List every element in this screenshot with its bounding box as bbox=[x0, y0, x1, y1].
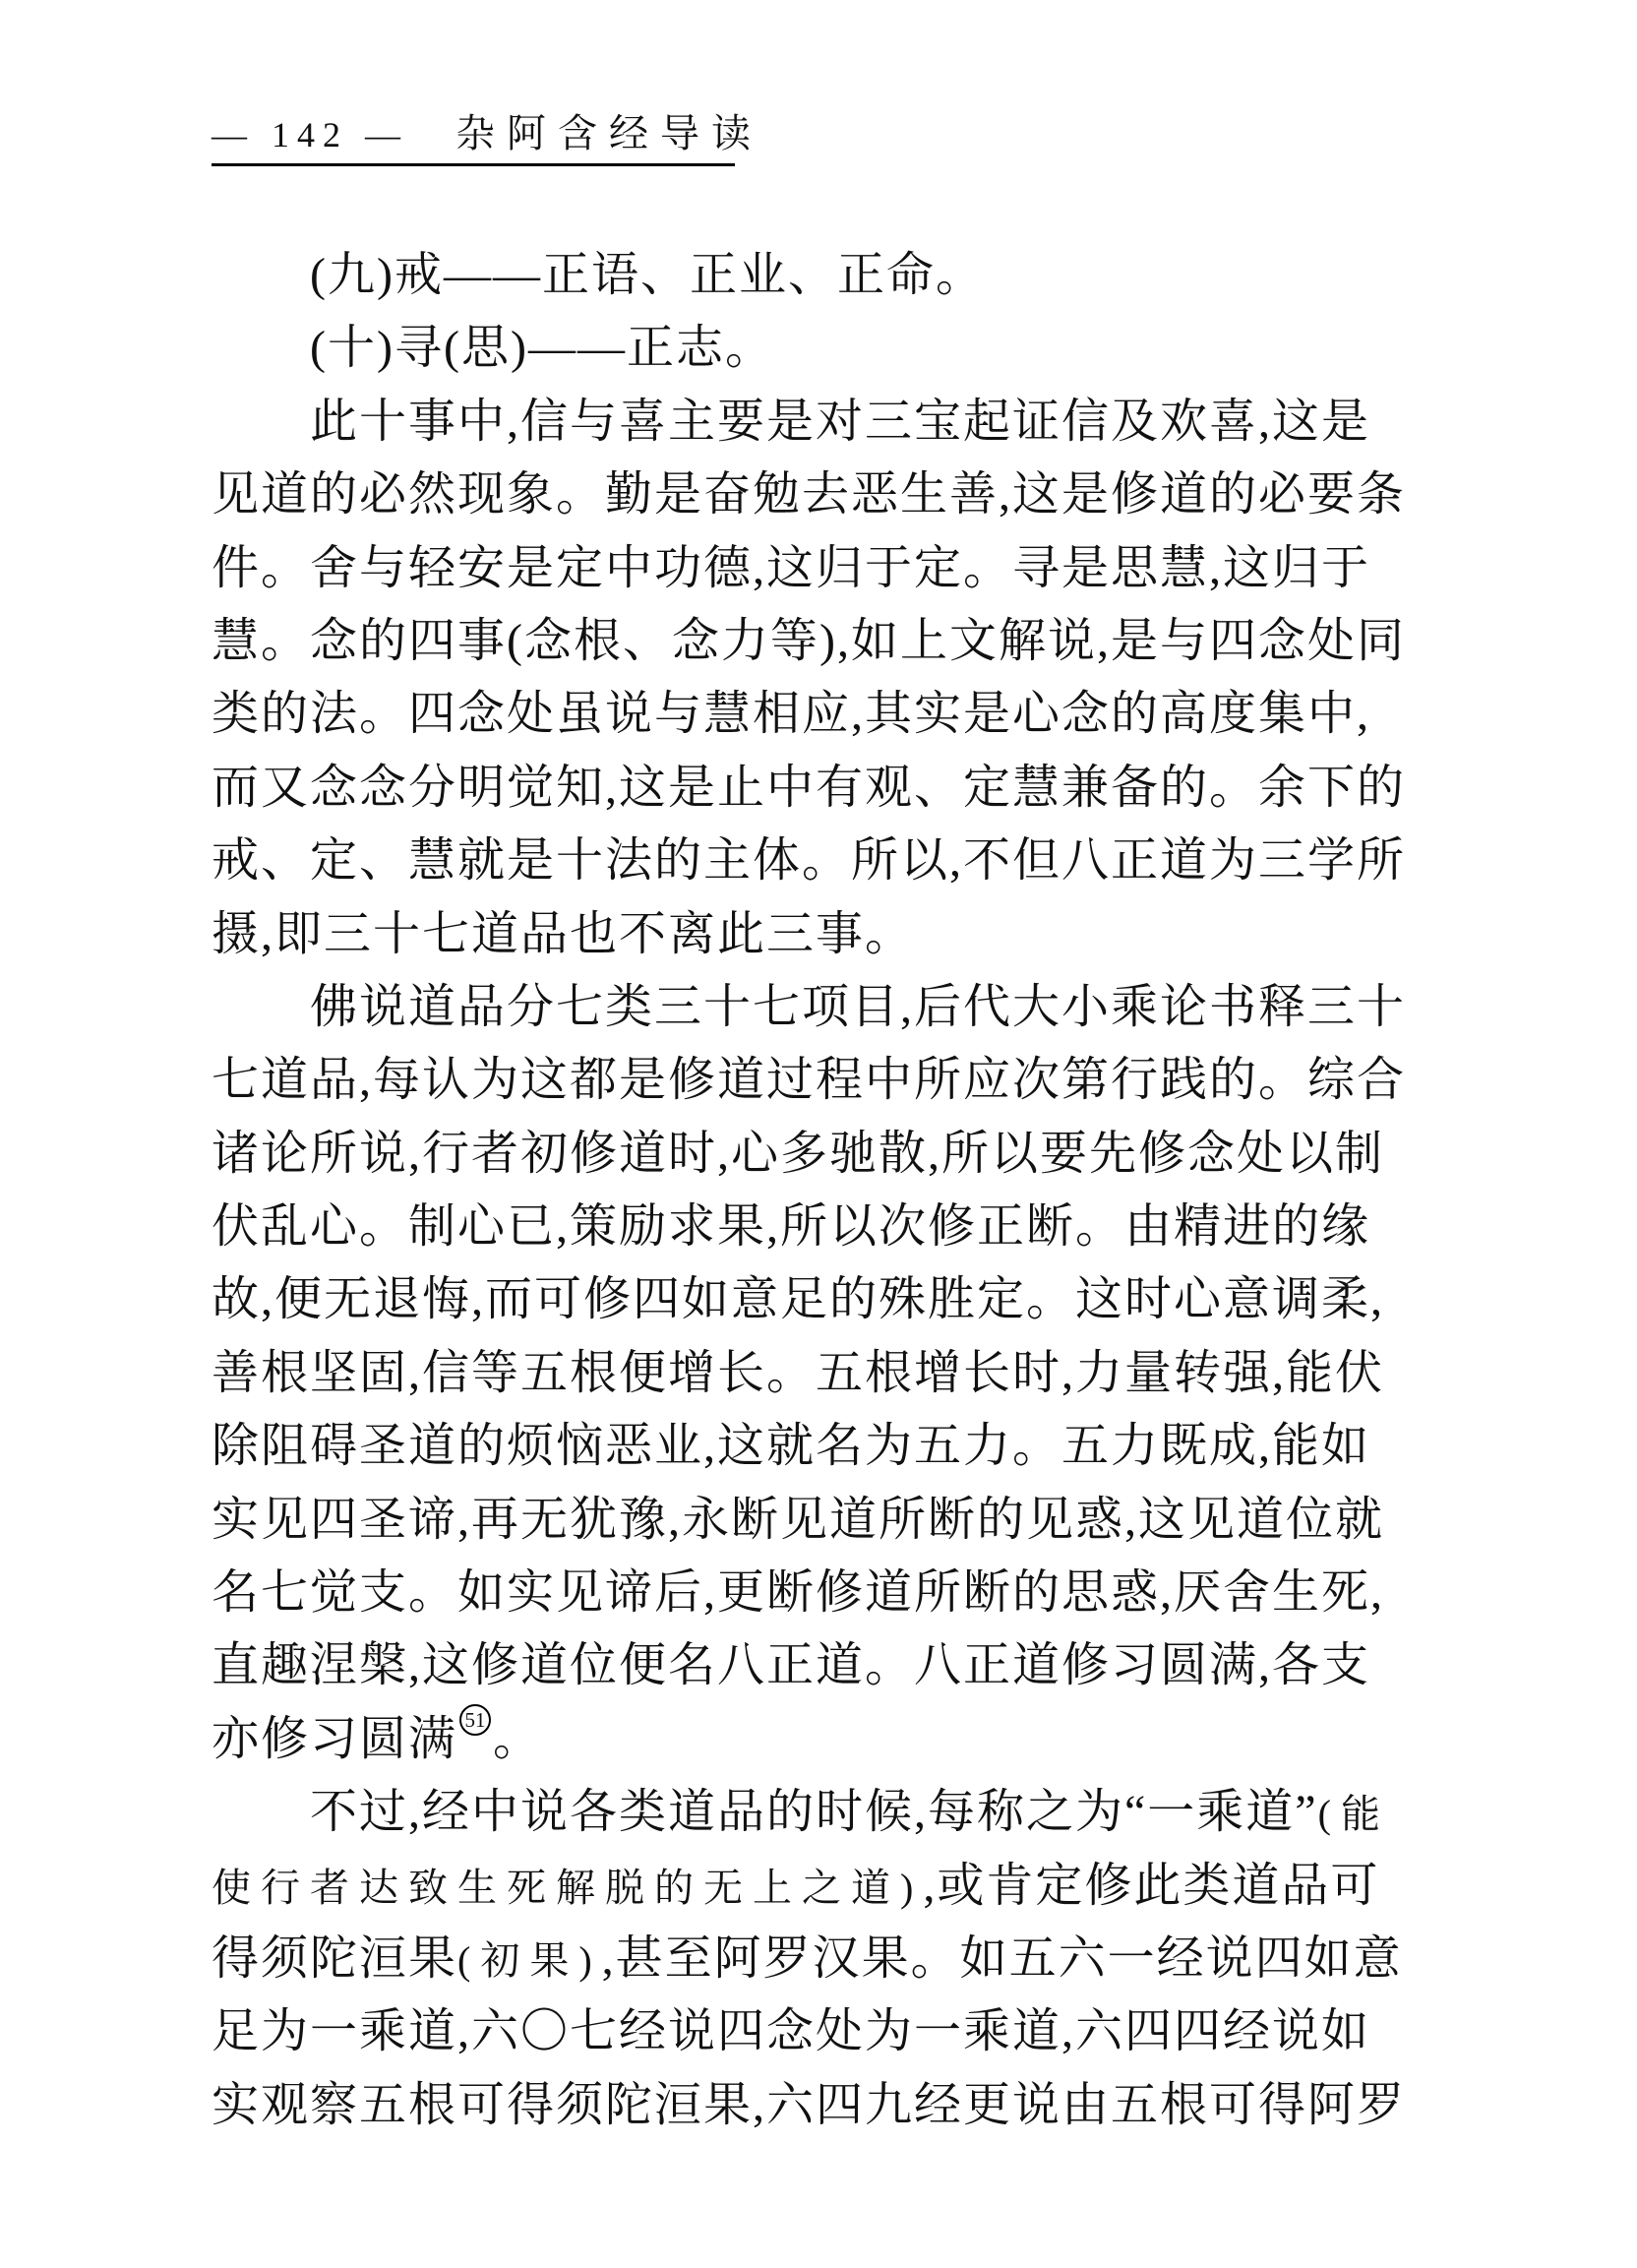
page-header bbox=[212, 102, 762, 158]
text-run: (十)寻(思)——正志。 bbox=[310, 322, 774, 375]
text-run: 慧。念的四事(念根、念力等),如上文解说,是与四念处同 bbox=[212, 614, 1406, 667]
text-line bbox=[212, 678, 1449, 751]
text-line bbox=[212, 1118, 1449, 1191]
text-line bbox=[212, 1484, 1449, 1557]
text-line bbox=[212, 1337, 1449, 1410]
text-run: 见道的必然现象。勤是奋勉去恶生善,这是修道的必要条 bbox=[212, 468, 1407, 521]
text-line bbox=[212, 1923, 1449, 1995]
text-line bbox=[212, 605, 1449, 678]
text-run: 足为一乘道,六〇七经说四念处为一乘道,六四四经说如 bbox=[212, 2005, 1371, 2058]
text-run: (九)戒——正语、正业、正命。 bbox=[310, 249, 985, 301]
text-line bbox=[212, 971, 1449, 1044]
text-run: 得须陀洹果 bbox=[212, 1931, 458, 1985]
text-line bbox=[212, 239, 1449, 312]
text-run: 戒、定、慧就是十法的主体。所以,不但八正道为三学所 bbox=[212, 834, 1407, 888]
text-run: 名七觉支。如实见谛后,更断修道所断的思惑,厌舍生死, bbox=[212, 1566, 1385, 1620]
text-line bbox=[212, 1044, 1449, 1117]
text-line bbox=[212, 1410, 1449, 1483]
text-run: 直趣涅槃,这修道位便名八正道。八正道修习圆满,各支 bbox=[212, 1639, 1371, 1692]
text-run: 除阻碍圣道的烦恼恶业,这就名为五力。五力既成,能如 bbox=[212, 1420, 1371, 1473]
text-line bbox=[212, 1557, 1449, 1629]
text-line bbox=[212, 1776, 1449, 1849]
text-line bbox=[212, 1263, 1449, 1336]
text-run: 佛说道品分七类三十七项目,后代大小乘论书释三十 bbox=[310, 980, 1407, 1033]
book-title: 杂阿含经导读 bbox=[455, 111, 762, 155]
text-line bbox=[212, 1995, 1449, 2068]
text-run: 此十事中,信与喜主要是对三宝起证信及欢喜,这是 bbox=[310, 395, 1371, 448]
text-run: 七道品,每认为这都是修道过程中所应次第行践的。综合 bbox=[212, 1054, 1407, 1107]
text-line bbox=[212, 386, 1449, 459]
text-run: 诸论所说,行者初修道时,心多驰散,所以要先修念处以制 bbox=[212, 1127, 1385, 1180]
text-line bbox=[212, 898, 1449, 971]
text-run: 使行者达致生死解脱的无上之道) bbox=[212, 1865, 924, 1910]
text-run: 不过,经中说各类道品的时候,每称之为“一乘道” bbox=[310, 1786, 1318, 1839]
text-line bbox=[212, 825, 1449, 897]
body-text bbox=[212, 239, 1449, 2142]
text-run: 摄,即三十七道品也不离此三事。 bbox=[212, 907, 915, 960]
text-run: 亦修习圆满 bbox=[212, 1712, 458, 1765]
text-line bbox=[212, 2069, 1449, 2142]
text-line bbox=[212, 1629, 1449, 1702]
text-line bbox=[212, 1191, 1449, 1263]
text-run: 伏乱心。制心已,策励求果,所以次修正断。由精进的缘 bbox=[212, 1200, 1371, 1254]
text-run: 故,便无退悔,而可修四如意足的殊胜定。这时心意调柔, bbox=[212, 1273, 1385, 1326]
text-line bbox=[212, 312, 1449, 385]
text-run: (能 bbox=[1317, 1792, 1390, 1837]
text-run: 类的法。四念处虽说与慧相应,其实是心念的高度集中, bbox=[212, 688, 1371, 741]
page-number: — 142 — bbox=[212, 115, 408, 154]
text-run: 实见四圣谛,再无犹豫,永断见道所断的见惑,这见道位就 bbox=[212, 1493, 1385, 1546]
text-run: 而又念念分明觉知,这是止中有观、定慧兼备的。余下的 bbox=[212, 761, 1407, 814]
text-line bbox=[212, 752, 1449, 825]
text-run: 。 bbox=[493, 1712, 543, 1765]
text-run: 善根坚固,信等五根便增长。五根增长时,力量转强,能伏 bbox=[212, 1346, 1385, 1399]
header-rule bbox=[212, 163, 735, 166]
footnote-marker: 51 bbox=[459, 1704, 491, 1736]
text-line bbox=[212, 459, 1449, 531]
text-line bbox=[212, 1703, 1449, 1776]
text-run: 实观察五根可得须陀洹果,六四九经更说由五根可得阿罗 bbox=[212, 2078, 1407, 2131]
text-run: 件。舍与轻安是定中功德,这归于定。寻是思慧,这归于 bbox=[212, 541, 1371, 594]
text-run: ,甚至阿罗汉果。如五六一经说四如意 bbox=[601, 1931, 1403, 1985]
text-line bbox=[212, 532, 1449, 605]
text-run: (初果) bbox=[457, 1937, 602, 1983]
text-line bbox=[212, 1850, 1449, 1923]
text-run: ,或肯定修此类道品可 bbox=[923, 1859, 1380, 1912]
